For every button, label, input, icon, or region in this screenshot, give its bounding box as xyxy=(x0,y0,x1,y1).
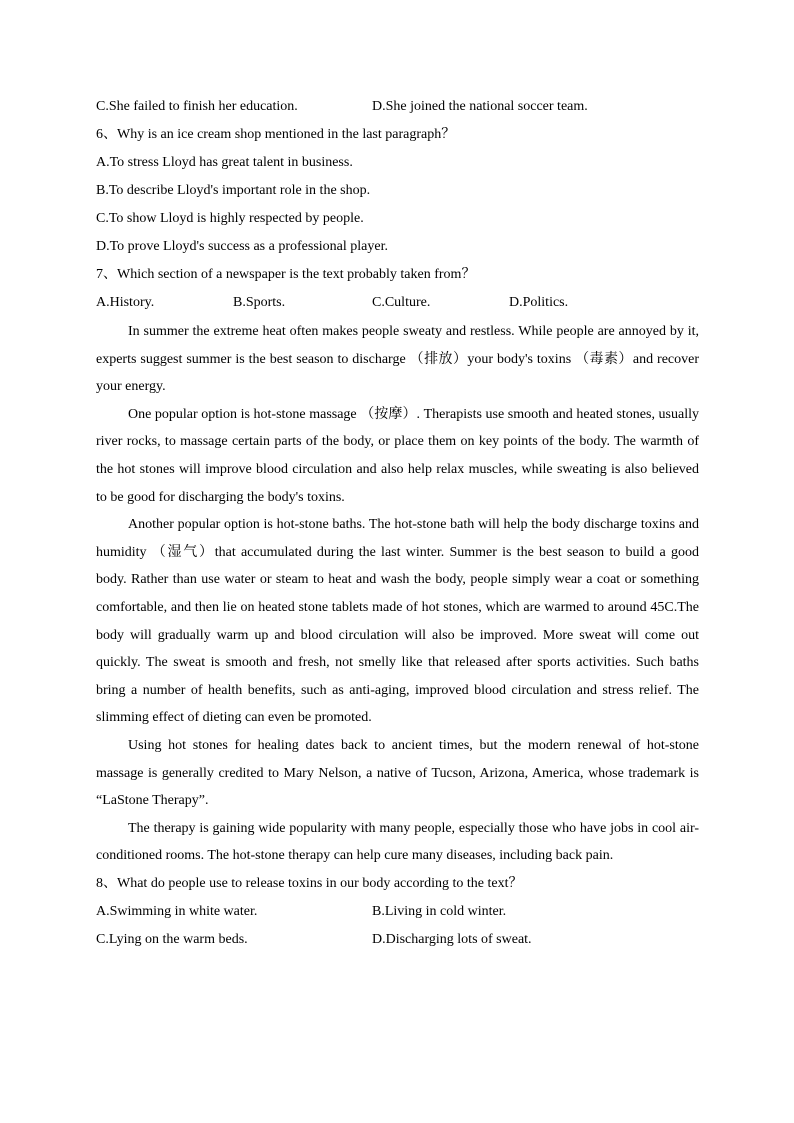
q8-option-c: C.Lying on the warm beds. xyxy=(96,931,248,947)
q8-question: 8、What do people use to release toxins in our body according to the text？ xyxy=(96,875,523,891)
q6-option-b: B.To describe Lloyd's important role in the shop. xyxy=(96,183,371,198)
q7-question: 7、Which section of a newspaper is the text probably taken from？ xyxy=(96,267,476,282)
q7-option-d: D.Politics. xyxy=(509,295,569,310)
q5-option-d: D.She joined the national soccer team. xyxy=(372,99,588,114)
reading-passage xyxy=(96,318,699,870)
q7-option-c: C.Culture. xyxy=(372,295,431,310)
q8-option-b: B.Living in cold winter. xyxy=(372,903,507,919)
q8-option-d: D.Discharging lots of sweat. xyxy=(372,931,532,947)
q8-options-row-1 xyxy=(96,898,699,926)
worksheet-page xyxy=(96,93,699,954)
q7-option-a: A.History. xyxy=(96,295,155,310)
passage-paragraph-5: The therapy is gaining wide popularity with many people, especially those who have jobs in cool air-conditioned rooms. The hot-stone therapy can help cure many diseases, including back pain. xyxy=(96,820,699,864)
q7-option-b: B.Sports. xyxy=(233,295,286,310)
passage-paragraph-4: Using hot stones for healing dates back to ancient times, but the modern renewal of hot-stone massage is generally credited to Mary Nelson, a native of Tucson, Arizona, America, whose trademark is “LaStone Therapy”. xyxy=(96,737,699,809)
q6-question: 6、Why is an ice cream shop mentioned in the last paragraph？ xyxy=(96,127,456,142)
q6-option-a: A.To stress Lloyd has great talent in business. xyxy=(96,155,353,170)
passage-paragraph-1: In summer the extreme heat often makes people sweaty and restless. While people are annoyed by it, experts suggest summer is the best season to discharge （排放）your body's toxins （毒素）and recover your energy. xyxy=(96,324,699,395)
passage-paragraph-3: Another popular option is hot-stone baths. The hot-stone bath will help the body discharge toxins and humidity （湿气）that accumulated during the last winter. Summer is the best season to build a good body. Rather than use water or steam to heat and wash the body, people simply wear a coat or something comfortable, and then lie on heated stone tablets made of hot stones, which are warmed to around 45C.The body will gradually warm up and blood circulation will also be improved. More sweat will come out quickly. The sweat is smooth and fresh, not smelly like that released after sports activities. Such baths bring a number of health benefits, such as anti-aging, improved blood circulation and stress relief. The slimming effect of dieting can even be promoted. xyxy=(96,517,699,726)
q5-options-row xyxy=(96,93,699,121)
q7-options-row xyxy=(96,289,699,317)
q6-option-d: D.To prove Lloyd's success as a professional player. xyxy=(96,239,388,254)
q8-option-a: A.Swimming in white water. xyxy=(96,903,258,919)
q5-option-c: C.She failed to finish her education. xyxy=(96,99,298,114)
q6-option-c: C.To show Lloyd is highly respected by people. xyxy=(96,211,364,226)
passage-paragraph-2: One popular option is hot-stone massage （按摩）. Therapists use smooth and heated stones, usually river rocks, to massage certain parts of the body, or place them on key points of the body. The warmth of the hot stones will improve blood circulation and also help relax muscles, while sweating is also believed to be good for discharging the body's toxins. xyxy=(96,406,699,505)
q8-options-row-2 xyxy=(96,926,699,954)
